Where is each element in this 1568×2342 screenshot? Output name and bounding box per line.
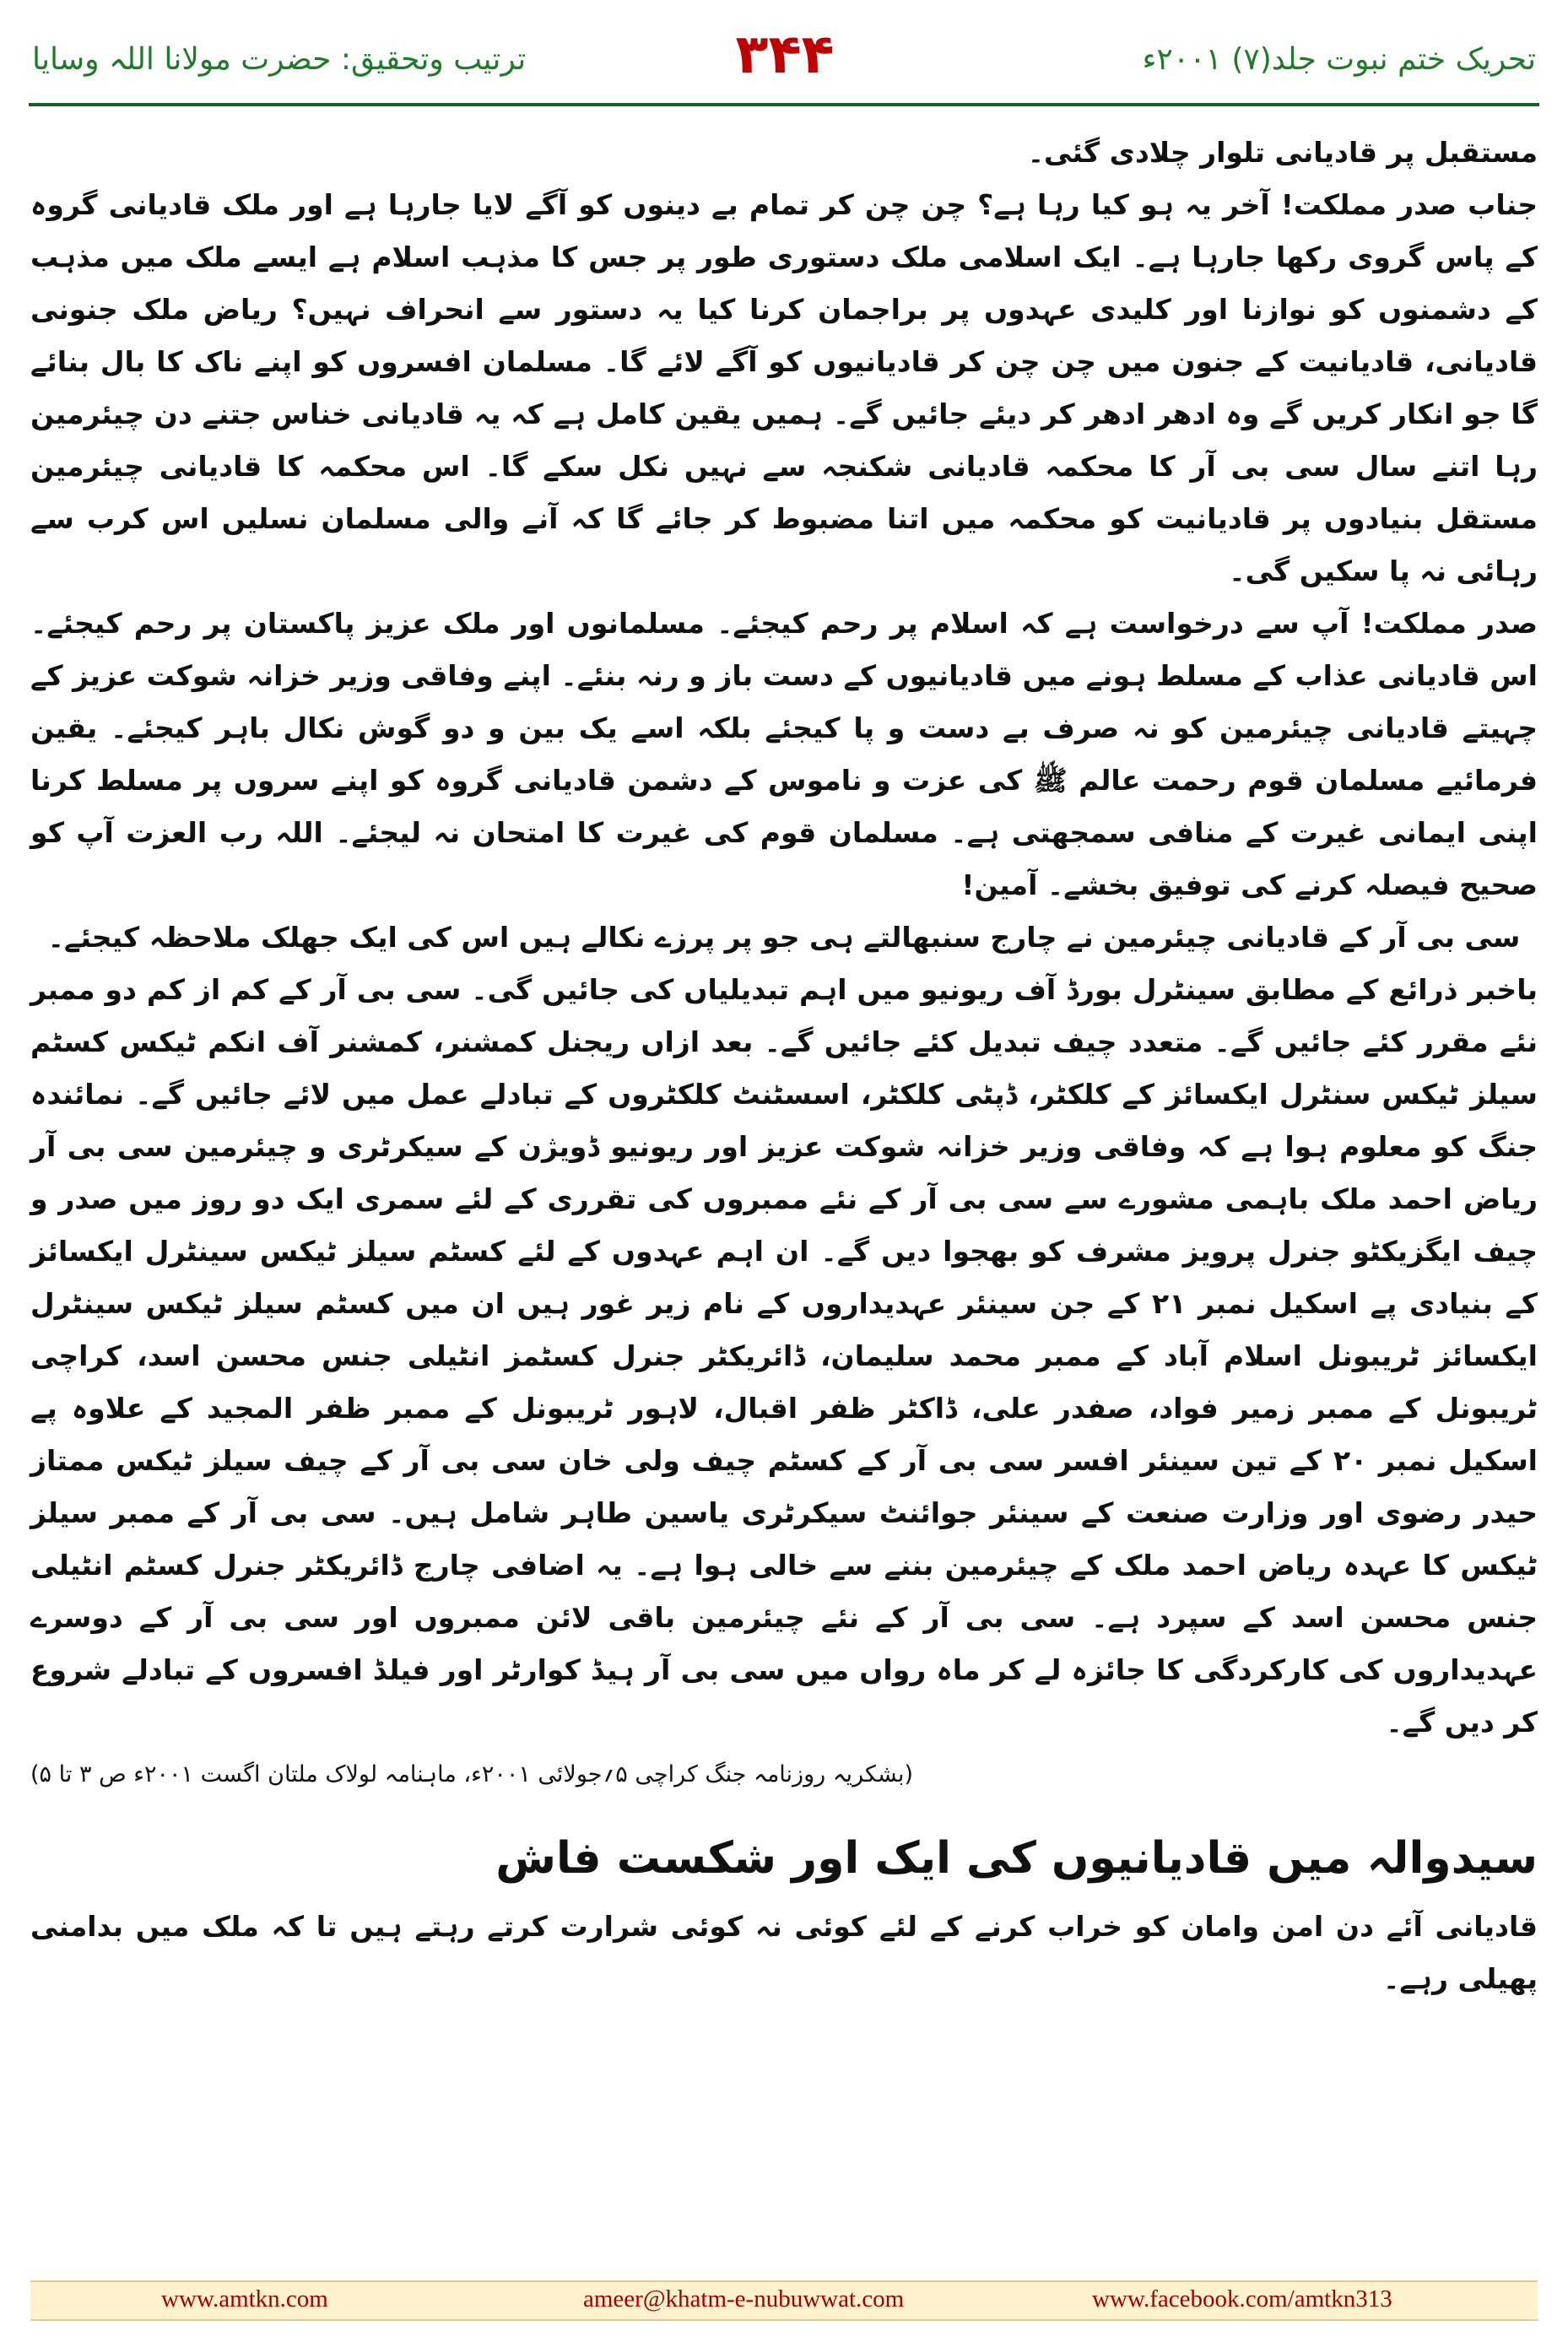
page-header [0,0,1568,127]
paragraph-closing: قادیانی آئے دن امن وامان کو خراب کرنے کے لئے کوئی نہ کوئی شرارت کرتے رہتے ہیں تا کہ ملک میں بدامنی پھیلی رہے۔ [30,1910,1538,1995]
header-compiler-credit: ترتیب وتحقیق: حضرت مولانا اللہ وسایا [32,42,527,77]
article-body [30,127,1538,2005]
header-book-title: تحریک ختم نبوت جلد(۷) ۲۰۰۱ء [1142,42,1536,77]
paragraph-intro-report: سی بی آر کے قادیانی چیئرمین نے چارج سنبھالتے ہی جو پر پرزے نکالے ہیں اس کی ایک جھلک ملاحظہ کیجئے۔ [47,921,1521,954]
footer-email-link[interactable]: ameer@khatm-e-nubuwwat.com [583,2285,905,2312]
citation-row [30,1749,1538,1801]
footer-facebook-link[interactable]: www.facebook.com/amtkn313 [1092,2285,1392,2312]
source-citation: (بشکریہ روزنامہ جنگ کراچی ۵؍جولائی ۲۰۰۱ء، ماہنامہ لولاک ملتان اگست ۲۰۰۱ء ص ۳ تا ۵) [30,1761,914,1788]
section-heading: سیدوالہ میں قادیانیوں کی ایک اور شکست فاش [495,1833,1538,1884]
paragraph-request: صدر مملکت! آپ سے درخواست ہے کہ اسلام پر رحم کیجئے۔ مسلمانوں اور ملک عزیز پاکستان پر رحم کیجئے۔ اس قادیانی عذاب کے مسلط ہونے میں قادیانیوں کے دست باز و رنہ بنئے۔ اپنے وفاقی وزیر خزانہ شوکت عزیز کے چہیتے قادیانی چیئرمین کو نہ صرف بے دست و پا کیجئے بلکہ اسے یک بین و دو گوش نکال باہر کیجئے۔ یقین فرمائیے مسلمان قوم رحمت عالم ﷺ کی عزت و ناموس کے دشمن قادیانی گروہ کو اپنے سروں پر مسلط کرنا اپنی ایمانی غیرت کے منافی سمجھتی ہے۔ مسلمان قوم کی غیرت کا امتحان نہ لیجئے۔ اللہ رب العزت آپ کو صحیح فیصلہ کرنے کی توفیق بخشے۔ آمین! [30,607,1538,901]
paragraph-opening: مستقبل پر قادیانی تلوار چلادی گئی۔ [1027,136,1538,169]
footer-website-link[interactable]: www.amtkn.com [161,2285,328,2312]
paragraph-appeal: جناب صدر مملکت! آخر یہ ہو کیا رہا ہے؟ چن چن کر تمام بے دینوں کو آگے لایا جارہا ہے اور ملک قادیانی گروہ کے پاس گروی رکھا جارہا ہے۔ ایک اسلامی ملک دستوری طور پر جس کا مذہب اسلام ہے ایسے ملک میں مذہب کے دشمنوں کو نوازنا اور کلیدی عہدوں پر براجمان کرنا کیا یہ دستور سے انحراف نہیں؟ ریاض ملک جنونی قادیانی، قادیانیت کے جنون میں چن چن کر قادیانیوں کو آگے لائے گا۔ مسلمان افسروں کو اپنے ناک کا بال بنائے گا جو انکار کریں گے وہ ادھر ادھر کر دیئے جائیں گے۔ ہمیں یقین کامل ہے کہ یہ قادیانی خناس جتنے دن چیئرمین رہا اتنے سال سی بی آر کا محکمہ قادیانی شکنجہ سے نہیں نکل سکے گا۔ اس محکمہ کا قادیانی چیئرمین مستقل بنیادوں پر قادیانیت کو محکمہ میں اتنا مضبوط کر جائے گا کہ آنے والی مسلمان نسلیں اس کرب سے رہائی نہ پا سکیں گی۔ [30,188,1538,587]
paragraph-news-report: باخبر ذرائع کے مطابق سینٹرل بورڈ آف ریونیو میں اہم تبدیلیاں کی جائیں گی۔ سی بی آر کے کم از کم دو ممبر نئے مقرر کئے جائیں گے۔ متعدد چیف تبدیل کئے جائیں گے۔ بعد ازاں ریجنل کمشنر، کمشنر آف انکم ٹیکس کسٹم سیلز ٹیکس سنٹرل ایکسائز کے کلکٹر، ڈپٹی کلکٹر، اسسٹنٹ کلکٹروں کے تبادلے عمل میں لائے جائیں گے۔ نمائندہ جنگ کو معلوم ہوا ہے کہ وفاقی وزیر خزانہ شوکت عزیز اور ریونیو ڈویژن کے سیکرٹری و چیئرمین سی بی آر ریاض احمد ملک باہمی مشورے سے سی بی آر کے نئے ممبروں کی تقرری کے لئے سمری ایک دو روز میں صدر و چیف ایگزیکٹو جنرل پرویز مشرف کو بھجوا دیں گے۔ ان اہم عہدوں کے لئے کسٹم سیلز ٹیکس سینٹرل ایکسائز کے بنیادی پے اسکیل نمبر ۲۱ کے جن سینئر عہدیداروں کے نام زیر غور ہیں ان میں کسٹم سیلز ٹیکس سینٹرل ایکسائز ٹریبونل اسلام آباد کے ممبر محمد سلیمان، ڈائریکٹر جنرل کسٹمز انٹیلی جنس محسن اسد، کراچی ٹریبونل کے ممبر زمیر فواد، صفدر علی، ڈاکٹر ظفر اقبال، لاہور ٹریبونل کے ممبر ظفر المجید کے علاوہ پے اسکیل نمبر ۲۰ کے تین سینئر افسر سی بی آر کے کسٹم چیف ولی خان سی بی آر کے چیف سیلز ٹیکس ممتاز حیدر رضوی اور وزارت صنعت کے سینئر جوائنٹ سیکرٹری یاسین طاہر شامل ہیں۔ سی بی آر کے ممبر سیلز ٹیکس کا عہدہ ریاض احمد ملک کے چیئرمین بننے سے خالی ہوا ہے۔ یہ اضافی چارج ڈائریکٹر جنرل کسٹم انٹیلی جنس محسن اسد کے سپرد ہے۔ سی بی آر کے نئے چیئرمین باقی لائن ممبروں اور سی بی آر کے دوسرے عہدیداروں کی کارکردگی کا جائزہ لے کر ماہ رواں میں سی بی آر ہیڈ کوارٹر اور فیلڈ افسروں کے تبادلے شروع کر دیں گے۔ [30,973,1538,1739]
page-footer [30,2280,1538,2321]
header-divider [29,103,1539,106]
page-number: ۳۴۴ [735,24,835,86]
